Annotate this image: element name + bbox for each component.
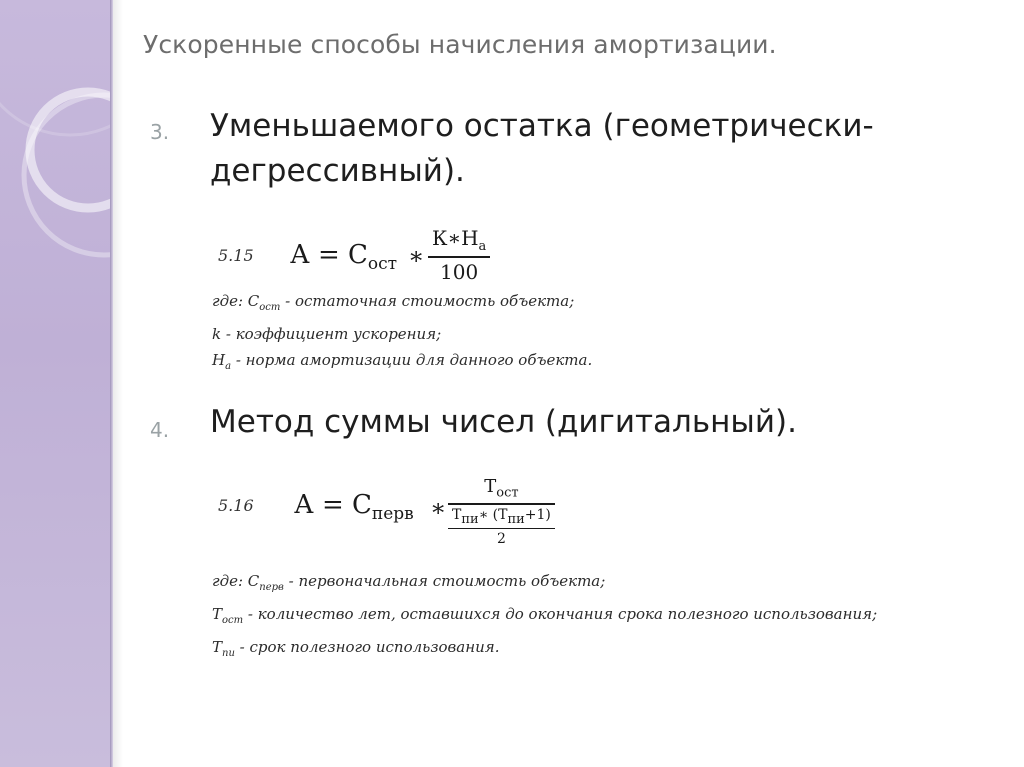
equation-lhs-sub: перв bbox=[371, 504, 414, 525]
legend-symbol-sub: пи bbox=[222, 648, 235, 659]
legend-line bbox=[212, 601, 877, 634]
formula-legend bbox=[212, 288, 592, 380]
equation-fraction bbox=[448, 476, 555, 547]
legend-line bbox=[212, 347, 592, 380]
equation-number: 5.15 bbox=[218, 246, 254, 265]
decorative-side-band bbox=[0, 0, 112, 767]
slide-title: Ускоренные способы начисления амортизации. bbox=[143, 30, 777, 59]
inner-numerator-text: Т bbox=[452, 506, 462, 523]
legend-symbol-sub: ост bbox=[222, 615, 244, 626]
legend-symbol: Т bbox=[212, 638, 223, 656]
inner-numerator-sub: пи bbox=[461, 511, 479, 527]
fraction-numerator bbox=[448, 476, 555, 503]
equation-lhs-text: А = С bbox=[294, 490, 372, 520]
legend-symbol: где: С bbox=[212, 292, 260, 310]
legend-line bbox=[212, 568, 877, 601]
formula-5-15 bbox=[212, 218, 592, 380]
decorative-circles bbox=[0, 0, 112, 767]
equation-lhs-sub: ост bbox=[367, 254, 398, 275]
fraction-numerator-sub: ост bbox=[496, 485, 519, 501]
formula-equation bbox=[212, 476, 877, 566]
legend-symbol-sub: ост bbox=[259, 302, 281, 313]
legend-symbol: k bbox=[212, 325, 222, 343]
legend-symbol: где: С bbox=[212, 572, 260, 590]
equation-number: 5.16 bbox=[218, 496, 254, 515]
legend-line bbox=[212, 634, 877, 667]
inner-fraction-numerator bbox=[448, 507, 555, 529]
inner-middle-text: ∗ (Т bbox=[478, 506, 508, 523]
list-item-text: Метод суммы чисел (дигитальный). bbox=[210, 404, 797, 440]
legend-text: - первоначальная стоимость объекта; bbox=[283, 572, 606, 590]
legend-symbol-sub: перв bbox=[259, 582, 284, 593]
equation-lhs bbox=[290, 240, 397, 274]
legend-symbol: Т bbox=[212, 605, 223, 623]
equation-lhs bbox=[294, 490, 414, 524]
list-item-number: 4. bbox=[150, 418, 170, 442]
fraction-denominator bbox=[448, 503, 555, 548]
fraction-numerator-text: К∗Н bbox=[432, 226, 479, 250]
list-item-number: 3. bbox=[150, 120, 170, 144]
list-item-text: Уменьшаемого остатка (геометрически-дегрессивный). bbox=[210, 108, 874, 189]
legend-symbol: Н bbox=[212, 351, 226, 369]
equation-fraction bbox=[428, 226, 490, 284]
legend-text: - срок полезного использования. bbox=[234, 638, 500, 656]
fraction-numerator bbox=[428, 226, 490, 256]
fraction-numerator-sub: а bbox=[478, 239, 487, 254]
legend-line bbox=[212, 321, 592, 347]
fraction-numerator-text: Т bbox=[484, 476, 497, 497]
formula-legend bbox=[212, 568, 877, 667]
multiply-sign: ∗ bbox=[408, 242, 425, 270]
legend-text: - коэффициент ускорения; bbox=[221, 325, 442, 343]
inner-middle-sub: пи bbox=[507, 511, 525, 527]
inner-tail-text: +1) bbox=[524, 506, 551, 523]
legend-symbol-sub: а bbox=[225, 361, 232, 372]
legend-text: - норма амортизации для данного объекта. bbox=[231, 351, 593, 369]
legend-line bbox=[212, 288, 592, 321]
equation-lhs-text: А = С bbox=[290, 240, 368, 270]
legend-text: - количество лет, оставшихся до окончания срока полезного использования; bbox=[243, 605, 878, 623]
formula-5-16 bbox=[212, 476, 877, 667]
multiply-sign: ∗ bbox=[430, 494, 447, 522]
formula-equation bbox=[212, 218, 592, 288]
fraction-denominator: 100 bbox=[428, 256, 490, 284]
slide-shadow bbox=[113, 0, 123, 767]
legend-text: - остаточная стоимость объекта; bbox=[280, 292, 575, 310]
inner-fraction-denominator: 2 bbox=[448, 528, 555, 547]
